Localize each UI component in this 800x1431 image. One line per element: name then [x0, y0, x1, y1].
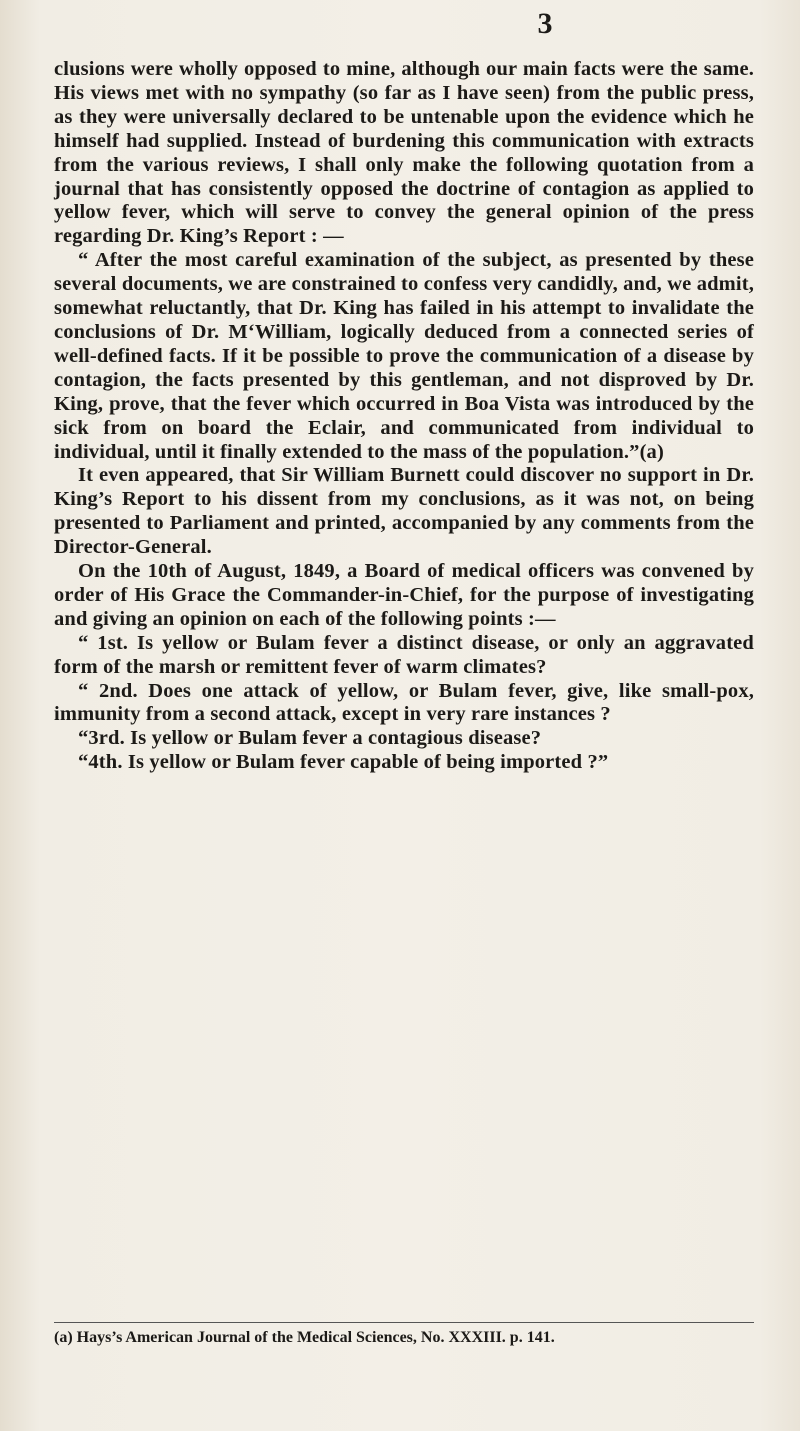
- question-item: “ 1st. Is yellow or Bulam fever a distinct disease, or only an aggravated form of the marsh or remittent fever of warm climates?: [54, 631, 754, 678]
- paragraph: It even appeared, that Sir William Burnett could discover no support in Dr. King’s Report to his dissent from my conclusions, as it was not, on being presented to Parliament and printed, accompanied by any comments from the Director-General.: [54, 464, 754, 559]
- block-quotation: “ After the most careful examination of the subject, as presented by these several documents, we are constrained to confess very candidly, and, we admit, somewhat reluctantly, that Dr. King has failed in his attempt to invalidate the conclusions of Dr. M‘William, logically deduced from a connected series of well-defined facts. If it be possible to prove the communication of a disease by contagion, the facts presented by this gentleman, and not disproved by Dr. King, prove, that the fever which occurred in Boa Vista was introduced by the sick from on board the Eclair, and communicated from individual to individual, until it finally extended to the mass of the population.”(a): [54, 249, 754, 463]
- question-item: “3rd. Is yellow or Bulam fever a contagious disease?: [78, 727, 542, 750]
- page-number: 3: [537, 7, 553, 40]
- question-item: “ 2nd. Does one attack of yellow, or Bulam fever, give, like small-pox, immunity from a second attack, except in very rare instances ?: [54, 679, 754, 726]
- paragraph: clusions were wholly opposed to mine, although our main facts were the same. His views met with no sympathy (so far as I have seen) from the public press, as they were universally declared to be untenable upon the evidence which he himself had supplied. Instead of burdening this communication with extracts from the various reviews, I shall only make the following quotation from a journal that has consistently opposed the doctrine of contagion as applied to yellow fever, which will serve to convey the general opinion of the press regarding Dr. King’s Report : —: [54, 58, 754, 248]
- footnote-divider: [54, 1322, 754, 1323]
- paragraph: On the 10th of August, 1849, a Board of medical officers was convened by order of His Grace the Commander-in-Chief, for the purpose of investigating and giving an opinion on each of the following points :—: [54, 560, 754, 630]
- footnote: (a) Hays’s American Journal of the Medical Sciences, No. XXXIII. p. 141.: [54, 1329, 555, 1346]
- question-item: “4th. Is yellow or Bulam fever capable of being imported ?”: [78, 751, 609, 774]
- body-text: [54, 58, 754, 775]
